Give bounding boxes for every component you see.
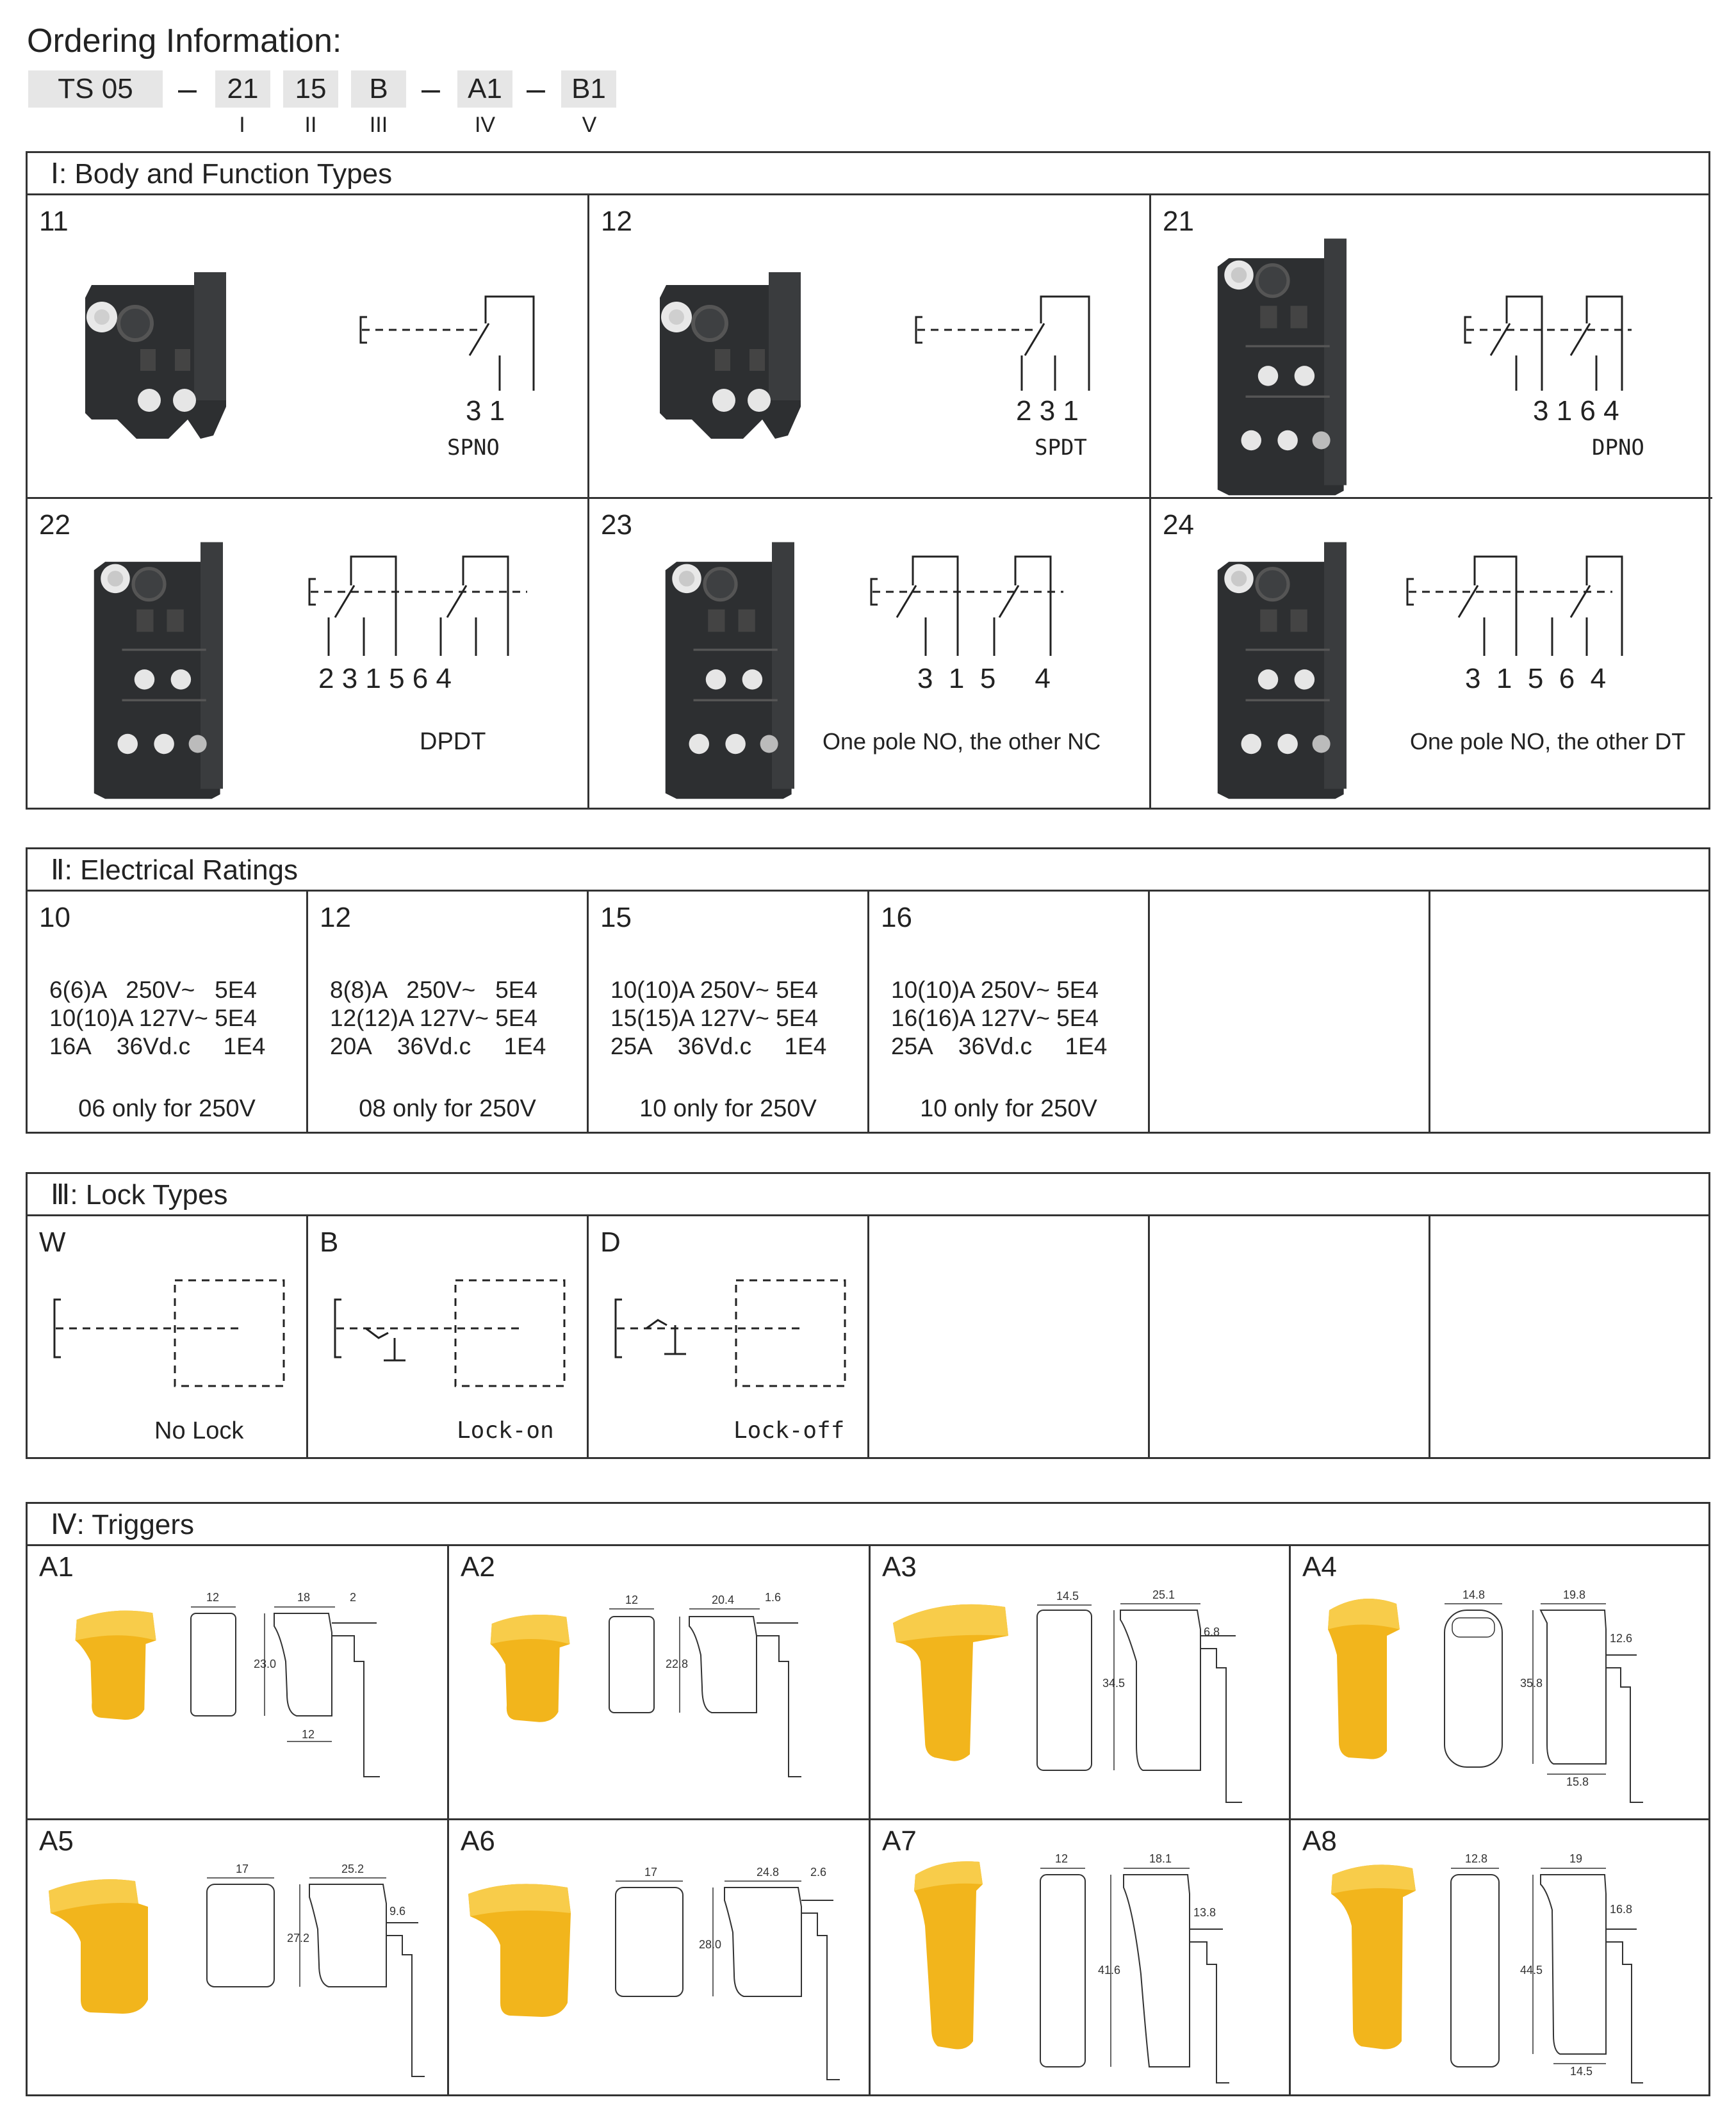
rating-values: 10(10)A 250V~ 5E4 16(16)A 127V~ 5E4 25A 36Vd.c 1E4	[891, 977, 1108, 1059]
trigger-image	[909, 1855, 992, 2054]
dim-label: 12	[1055, 1852, 1069, 1865]
rating-code: 12	[320, 902, 351, 933]
trigger-drawing	[1445, 1846, 1707, 2089]
trigger-drawing	[603, 1862, 872, 2092]
trigger-drawing	[184, 1859, 454, 2089]
lock-code: B	[320, 1227, 339, 1258]
rating-note: 10 only for 250V	[920, 1095, 1097, 1122]
function-caption: DPNO	[1592, 435, 1644, 461]
roman-1: I	[239, 113, 245, 137]
trigger-drawing	[1031, 1846, 1287, 2089]
schematic	[297, 550, 553, 659]
rating-note: 08 only for 250V	[359, 1095, 536, 1122]
switch-image	[79, 531, 233, 800]
dim-label: 12.8	[1465, 1852, 1488, 1865]
schematic	[1452, 291, 1664, 394]
terminal-numbers: 3 1 5 6 4	[1465, 663, 1607, 694]
dim-label: 20.4	[712, 1594, 735, 1606]
trigger-drawing	[600, 1585, 869, 1815]
code-series: TS 05	[28, 70, 163, 108]
rating-cell	[589, 892, 869, 1132]
trigger-drawing	[184, 1585, 454, 1815]
code-extra: B1	[561, 70, 616, 108]
dim-label: 25.1	[1152, 1588, 1175, 1601]
lock-schematic	[47, 1274, 303, 1389]
dim-label: 14.8	[1462, 1588, 1486, 1601]
body-type-code: 21	[1163, 206, 1194, 237]
trigger-code: A6	[461, 1825, 495, 1857]
trigger-code: A4	[1302, 1551, 1337, 1583]
roman-5: V	[582, 113, 597, 137]
code-trigger: A1	[457, 70, 512, 108]
dim-label: 15.8	[1566, 1775, 1589, 1788]
trigger-image	[481, 1610, 577, 1725]
roman-3: III	[369, 113, 388, 137]
trigger-image	[465, 1875, 580, 2022]
trigger-cell	[871, 1820, 1291, 2094]
trigger-code: A1	[39, 1551, 74, 1583]
section-header: Ⅰ: Body and Function Types	[28, 153, 1708, 195]
function-caption: SPNO	[447, 435, 500, 461]
dim-label: 12.6	[1610, 1632, 1633, 1645]
schematic	[1395, 550, 1664, 659]
rating-values: 10(10)A 250V~ 5E4 15(15)A 127V~ 5E4 25A 36Vd.c 1E4	[610, 977, 827, 1059]
trigger-image	[70, 1604, 160, 1725]
ordering-title: Ordering Information:	[27, 22, 342, 60]
rating-note: 10 only for 250V	[639, 1095, 817, 1122]
trigger-cell	[449, 1820, 871, 2094]
rating-cell	[28, 892, 308, 1132]
body-type-code: 11	[39, 206, 69, 237]
body-type-code: 24	[1163, 509, 1194, 541]
trigger-code: A2	[461, 1551, 495, 1583]
empty-cell	[1430, 892, 1708, 1132]
dim-label: 19.8	[1563, 1588, 1586, 1601]
dim-label: 28.0	[699, 1938, 722, 1951]
dim-label: 2	[350, 1591, 357, 1604]
dash: –	[178, 70, 197, 108]
schematic	[858, 550, 1102, 659]
schematic	[348, 291, 553, 394]
dim-label: 17	[644, 1866, 658, 1879]
body-type-cell	[1151, 195, 1712, 499]
trigger-image	[45, 1871, 161, 2019]
trigger-code: A7	[882, 1825, 917, 1857]
switch-image	[653, 272, 807, 445]
trigger-code: A3	[882, 1551, 917, 1583]
rating-code: 10	[39, 902, 70, 933]
dim-label: 2.6	[810, 1866, 827, 1879]
lock-code: D	[600, 1227, 621, 1258]
dim-label: 16.8	[1610, 1903, 1633, 1916]
body-type-code: 12	[601, 206, 632, 237]
dim-label: 1.6	[765, 1591, 782, 1604]
rating-code: 15	[600, 902, 632, 933]
dim-label: 9.6	[389, 1905, 406, 1918]
lock-schematic	[327, 1274, 584, 1389]
trigger-drawing	[1438, 1585, 1707, 1815]
rating-note: 06 only for 250V	[78, 1095, 256, 1122]
switch-image	[650, 531, 804, 800]
trigger-cell	[28, 1546, 449, 1820]
body-type-cell	[28, 195, 589, 499]
dash: –	[422, 70, 440, 108]
dash: –	[527, 70, 545, 108]
electrical-ratings-section	[26, 847, 1710, 1134]
dim-label: 12	[625, 1594, 639, 1606]
terminal-numbers: 3 1 6 4	[1533, 395, 1619, 427]
lock-cell	[28, 1216, 308, 1457]
terminal-numbers: 3 1 5 4	[917, 663, 1051, 694]
rating-code: 16	[881, 902, 912, 933]
body-type-cell	[1151, 499, 1712, 808]
lock-caption: No Lock	[154, 1417, 244, 1444]
dim-label: 35.8	[1520, 1677, 1543, 1690]
body-type-cell	[28, 499, 589, 808]
body-types-section	[26, 151, 1710, 810]
dim-label: 41.6	[1098, 1964, 1121, 1977]
trigger-code: A5	[39, 1825, 74, 1857]
dim-label: 44.5	[1520, 1964, 1543, 1977]
roman-2: II	[304, 113, 317, 137]
dim-label: 12	[206, 1591, 220, 1604]
body-type-code: 23	[601, 509, 632, 541]
lock-schematic	[608, 1274, 864, 1389]
trigger-image	[890, 1597, 1011, 1764]
trigger-image	[1323, 1591, 1406, 1764]
dim-label: 14.5	[1056, 1590, 1079, 1602]
empty-cell	[869, 1216, 1150, 1457]
trigger-cell	[871, 1546, 1291, 1820]
trigger-cell	[28, 1820, 449, 2094]
function-caption: One pole NO, the other NC	[823, 728, 1101, 754]
dim-label: 24.8	[757, 1866, 780, 1879]
trigger-cell	[1291, 1546, 1708, 1820]
dim-label: 14.5	[1570, 2065, 1593, 2078]
dim-label: 18	[297, 1591, 311, 1604]
roman-4: IV	[474, 113, 496, 137]
rating-cell	[308, 892, 589, 1132]
lock-code: W	[39, 1227, 66, 1258]
dim-label: 12	[302, 1728, 315, 1741]
dim-label: 25.2	[341, 1863, 364, 1875]
terminal-numbers: 3 1	[466, 395, 505, 427]
dim-label: 23.0	[254, 1658, 277, 1670]
trigger-cell	[449, 1546, 871, 1820]
dim-label: 13.8	[1193, 1906, 1216, 1919]
rating-values: 8(8)A 250V~ 5E4 12(12)A 127V~ 5E4 20A 36Vd.c 1E4	[330, 977, 546, 1059]
switch-image	[1202, 227, 1356, 496]
code-body: 21	[215, 70, 270, 108]
function-caption: SPDT	[1035, 435, 1087, 461]
empty-cell	[1150, 892, 1430, 1132]
switch-image	[1202, 531, 1356, 800]
lock-cell	[589, 1216, 869, 1457]
switch-image	[79, 272, 233, 445]
lock-cell	[308, 1216, 589, 1457]
lock-types-section	[26, 1172, 1710, 1459]
section-header: Ⅲ: Lock Types	[28, 1174, 1708, 1216]
code-lock: B	[351, 70, 406, 108]
dim-label: 17	[236, 1863, 249, 1875]
trigger-code: A8	[1302, 1825, 1337, 1857]
function-caption: One pole NO, the other DT	[1410, 728, 1686, 754]
section-header: Ⅱ: Electrical Ratings	[28, 849, 1708, 892]
dim-label: 6.8	[1204, 1626, 1220, 1638]
trigger-cell	[1291, 1820, 1708, 2094]
lock-caption: Lock-on	[457, 1417, 554, 1444]
empty-cell	[1430, 1216, 1708, 1457]
body-type-cell	[589, 195, 1151, 499]
terminal-numbers: 2 3 1	[1016, 395, 1079, 427]
empty-cell	[1150, 1216, 1430, 1457]
dim-label: 18.1	[1149, 1852, 1172, 1865]
rating-values: 6(6)A 250V~ 5E4 10(10)A 127V~ 5E4 16A 36Vd.c 1E4	[49, 977, 266, 1059]
dim-label: 27.2	[287, 1932, 310, 1945]
dim-label: 34.5	[1102, 1677, 1126, 1690]
dim-label: 19	[1569, 1852, 1583, 1865]
section-header: Ⅳ: Triggers	[28, 1504, 1708, 1546]
body-type-cell	[589, 499, 1151, 808]
terminal-numbers: 2 3 1 5 6 4	[318, 663, 452, 694]
dim-label: 22.8	[666, 1658, 689, 1670]
rating-cell	[869, 892, 1150, 1132]
lock-caption: Lock-off	[733, 1417, 845, 1444]
triggers-section	[26, 1502, 1710, 2096]
schematic	[903, 291, 1108, 394]
trigger-drawing	[1031, 1585, 1287, 1815]
function-caption: DPDT	[420, 728, 486, 755]
body-type-code: 22	[39, 509, 70, 541]
code-rating: 15	[283, 70, 338, 108]
trigger-image	[1326, 1855, 1422, 2054]
